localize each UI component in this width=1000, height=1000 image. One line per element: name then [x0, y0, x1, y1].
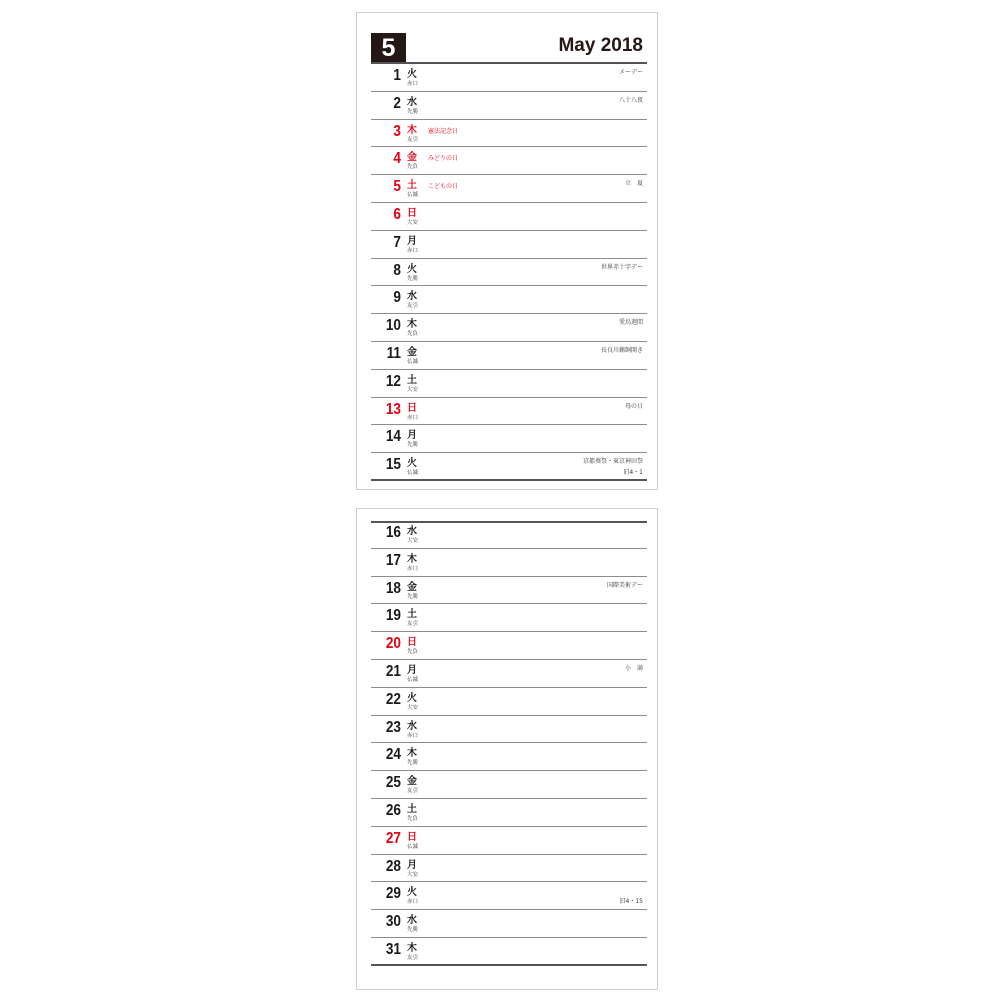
day-row [371, 632, 647, 660]
rokuyo-label: 赤口 [407, 732, 419, 739]
weekday-label: 木 [407, 748, 417, 760]
day-number: 17 [385, 551, 401, 569]
rokuyo-label: 大安 [407, 386, 419, 393]
event-label: 立 夏 [624, 180, 643, 188]
rokuyo-label: 先勝 [407, 442, 419, 449]
day-row [371, 882, 647, 910]
event-label: 愛鳥週間 [618, 319, 643, 327]
day-row [371, 521, 647, 549]
rokuyo-label: 仏滅 [407, 358, 419, 365]
rokuyo-label: 先勝 [407, 108, 419, 115]
day-number: 11 [386, 344, 401, 362]
day-row [371, 342, 647, 370]
rokuyo-label: 大安 [407, 219, 419, 226]
weekday-label: 土 [407, 803, 417, 815]
day-row [371, 771, 647, 799]
rokuyo-label: 仏滅 [407, 192, 419, 199]
rokuyo-label: 先勝 [407, 275, 419, 282]
event-label: 小 満 [624, 664, 643, 672]
weekday-label: 日 [407, 402, 417, 414]
rokuyo-label: 先負 [407, 815, 419, 822]
day-row [371, 370, 647, 398]
weekday-label: 火 [407, 263, 417, 275]
day-number: 16 [385, 524, 401, 541]
event-label: 母の日 [624, 402, 643, 410]
rokuyo-label: 先負 [407, 164, 419, 171]
rokuyo-label: 友引 [407, 954, 419, 961]
calendar-page-top [356, 12, 658, 490]
day-row [371, 147, 647, 175]
weekday-label: 水 [407, 96, 417, 108]
day-number: 24 [385, 746, 401, 764]
day-row [371, 425, 647, 453]
day-row [371, 743, 647, 771]
weekday-label: 月 [407, 859, 417, 871]
rokuyo-label: 大安 [407, 538, 419, 544]
day-number: 26 [385, 801, 401, 819]
day-number: 30 [385, 913, 401, 931]
day-row [371, 577, 647, 605]
calendar-page-bottom [356, 508, 658, 990]
holiday-name: みどりの日 [428, 155, 459, 163]
weekday-label: 金 [407, 581, 417, 593]
rokuyo-label: 仏滅 [407, 470, 419, 477]
day-row [371, 92, 647, 120]
weekday-label: 月 [407, 430, 417, 442]
day-row [371, 314, 647, 342]
weekday-label: 火 [407, 887, 417, 899]
day-number: 10 [385, 317, 401, 335]
day-row [371, 604, 647, 632]
rokuyo-label: 友引 [407, 788, 419, 795]
day-number: 12 [385, 372, 401, 390]
weekday-label: 月 [407, 664, 417, 676]
weekday-label: 木 [407, 319, 417, 331]
rokuyo-label: 先負 [407, 649, 419, 656]
day-row [371, 799, 647, 827]
weekday-label: 水 [407, 526, 417, 537]
weekday-label: 日 [407, 831, 417, 843]
day-row [371, 398, 647, 426]
rokuyo-label: 赤口 [407, 247, 419, 254]
weekday-label: 金 [407, 152, 417, 164]
day-row [371, 203, 647, 231]
day-row [371, 259, 647, 287]
weekday-label: 水 [407, 720, 417, 732]
lunar-date: 旧4・1 [623, 469, 643, 477]
weekday-label: 水 [407, 915, 417, 927]
weekday-label: 木 [407, 942, 417, 954]
day-number: 5 [393, 178, 401, 196]
holiday-name: 憲法記念日 [428, 127, 459, 135]
day-row [371, 660, 647, 688]
day-row [371, 855, 647, 883]
day-number: 18 [385, 579, 401, 597]
rokuyo-label: 赤口 [407, 81, 419, 87]
day-row [371, 938, 647, 966]
event-label: 国際美術デー [606, 581, 643, 589]
day-number: 2 [393, 94, 401, 112]
rokuyo-label: 先負 [407, 331, 419, 338]
rokuyo-label: 大安 [407, 704, 419, 711]
day-number: 19 [385, 607, 401, 625]
weekday-label: 土 [407, 374, 417, 386]
day-row [371, 549, 647, 577]
weekday-label: 金 [407, 346, 417, 358]
day-row [371, 688, 647, 716]
day-number: 29 [385, 885, 401, 903]
lunar-date: 旧4・15 [619, 898, 643, 906]
day-row [371, 910, 647, 938]
day-number: 31 [385, 940, 401, 958]
day-list-first-half [371, 64, 647, 481]
rokuyo-label: 友引 [407, 621, 419, 628]
day-list-second-half [371, 521, 647, 966]
day-number: 21 [385, 662, 401, 680]
rokuyo-label: 先勝 [407, 760, 419, 767]
day-number: 14 [385, 428, 401, 446]
rokuyo-label: 先勝 [407, 593, 419, 600]
weekday-label: 火 [407, 458, 417, 470]
day-number: 9 [393, 289, 401, 307]
weekday-label: 火 [407, 69, 417, 80]
day-number: 28 [385, 857, 401, 875]
day-number: 6 [393, 205, 401, 223]
rokuyo-label: 赤口 [407, 565, 419, 572]
rokuyo-label: 友引 [407, 136, 419, 143]
event-label: 八十八夜 [618, 96, 643, 104]
day-number: 22 [385, 690, 401, 708]
month-title: May 2018 [558, 35, 643, 56]
day-number: 1 [393, 67, 401, 84]
day-number: 20 [385, 635, 401, 653]
month-header [371, 33, 647, 64]
day-row [371, 175, 647, 203]
day-number: 13 [385, 400, 401, 418]
rokuyo-label: 赤口 [407, 414, 419, 421]
day-number: 7 [393, 233, 401, 251]
day-row [371, 64, 647, 92]
day-row [371, 716, 647, 744]
weekday-label: 月 [407, 235, 417, 247]
weekday-label: 水 [407, 291, 417, 303]
rokuyo-label: 赤口 [407, 899, 419, 906]
rokuyo-label: 仏滅 [407, 843, 419, 850]
day-row [371, 453, 647, 481]
event-label: 長良川鵜飼開き [600, 346, 643, 354]
weekday-label: 木 [407, 553, 417, 565]
day-number: 8 [393, 261, 401, 279]
rokuyo-label: 大安 [407, 871, 419, 878]
weekday-label: 土 [407, 180, 417, 192]
day-row [371, 827, 647, 855]
event-label: メーデー [618, 69, 643, 76]
day-row [371, 231, 647, 259]
day-number: 25 [385, 774, 401, 792]
event-label: 京都葵祭・東京神田祭 [582, 458, 643, 466]
day-number: 3 [393, 122, 401, 140]
rokuyo-label: 友引 [407, 303, 419, 310]
weekday-label: 日 [407, 637, 417, 649]
weekday-label: 木 [407, 124, 417, 136]
holiday-name: こどもの日 [428, 183, 459, 191]
event-label: 世界赤十字デー [600, 263, 643, 271]
weekday-label: 火 [407, 692, 417, 704]
weekday-label: 日 [407, 207, 417, 219]
weekday-label: 土 [407, 609, 417, 621]
day-number: 4 [393, 150, 401, 168]
day-row [371, 286, 647, 314]
rokuyo-label: 先勝 [407, 927, 419, 934]
day-row [371, 120, 647, 148]
day-number: 23 [385, 718, 401, 736]
day-number: 27 [385, 829, 401, 847]
month-number-box: 5 [371, 33, 406, 64]
rokuyo-label: 仏滅 [407, 676, 419, 683]
weekday-label: 金 [407, 776, 417, 788]
day-number: 15 [385, 456, 401, 474]
